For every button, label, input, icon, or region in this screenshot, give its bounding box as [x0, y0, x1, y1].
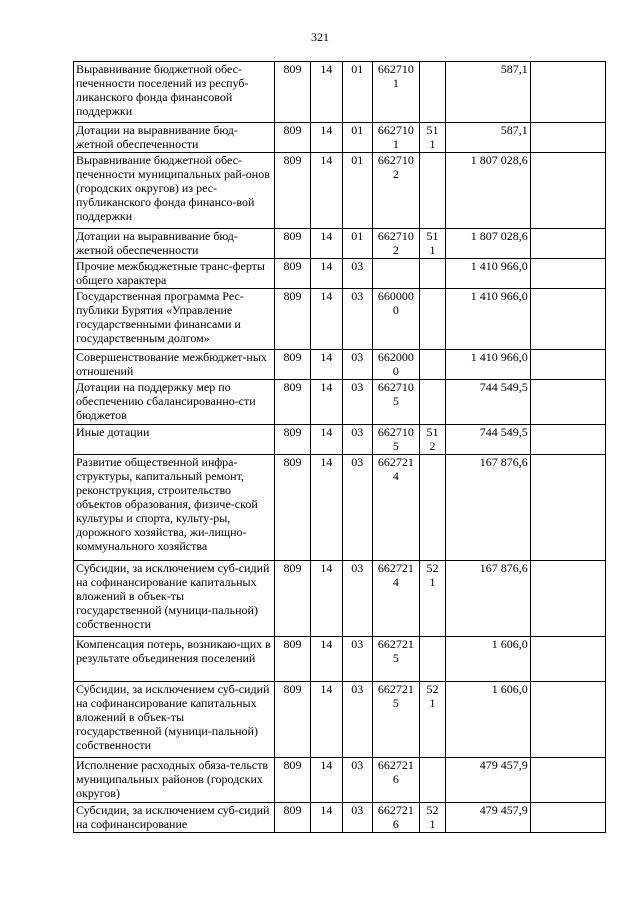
row-section-cell: 14 — [311, 682, 342, 758]
row-name-cell: Исполнение расходных обяза-тельств муниципальных районов (городских округов) — [74, 758, 275, 803]
row-target-article-cell: 662721 6 — [372, 803, 419, 833]
row-amount-cell: 1 410 966,0 — [446, 259, 531, 289]
table-row — [74, 803, 606, 833]
row-grbs-cell: 809 — [274, 637, 311, 682]
row-target-article-cell: 662721 5 — [372, 682, 419, 758]
row-grbs-cell: 809 — [274, 229, 311, 259]
table-row — [74, 289, 606, 350]
row-expense-type-cell — [419, 380, 445, 425]
row-amount-cell: 167 876,6 — [446, 561, 531, 637]
row-empty-cell — [530, 123, 605, 153]
row-section-cell: 14 — [311, 350, 342, 380]
table-row — [74, 153, 606, 229]
row-name-cell: Дотации на выравнивание бюд-жетной обеспеченности — [74, 229, 275, 259]
row-section-cell: 14 — [311, 259, 342, 289]
row-subsection-cell: 03 — [342, 259, 372, 289]
row-expense-type-cell — [419, 259, 445, 289]
row-target-article-cell: 662000 0 — [372, 350, 419, 380]
row-amount-cell: 1 410 966,0 — [446, 350, 531, 380]
row-target-article-cell: 662721 4 — [372, 455, 419, 561]
row-target-article-cell: 662721 6 — [372, 758, 419, 803]
row-section-cell: 14 — [311, 229, 342, 259]
row-section-cell: 14 — [311, 289, 342, 350]
row-amount-cell: 167 876,6 — [446, 455, 531, 561]
row-subsection-cell: 01 — [342, 153, 372, 229]
row-target-article-cell: 662721 4 — [372, 561, 419, 637]
row-name-cell: Выравнивание бюджетной обес-печенности поселений из респуб-ликанского фонда финансовой поддержки — [74, 62, 275, 123]
row-subsection-cell: 03 — [342, 425, 372, 455]
row-expense-type-cell — [419, 289, 445, 350]
table-row — [74, 229, 606, 259]
row-name-cell: Субсидии, за исключением суб-сидий на софинансирование — [74, 803, 275, 833]
row-amount-cell: 1 807 028,6 — [446, 229, 531, 259]
row-grbs-cell: 809 — [274, 455, 311, 561]
row-amount-cell: 1 606,0 — [446, 637, 531, 682]
row-subsection-cell: 03 — [342, 561, 372, 637]
row-expense-type-cell: 51 1 — [419, 123, 445, 153]
row-grbs-cell: 809 — [274, 123, 311, 153]
row-empty-cell — [530, 350, 605, 380]
row-section-cell: 14 — [311, 637, 342, 682]
row-grbs-cell: 809 — [274, 350, 311, 380]
row-grbs-cell: 809 — [274, 153, 311, 229]
row-subsection-cell: 03 — [342, 637, 372, 682]
table-row — [74, 682, 606, 758]
row-subsection-cell: 03 — [342, 455, 372, 561]
row-subsection-cell: 01 — [342, 62, 372, 123]
row-grbs-cell: 809 — [274, 62, 311, 123]
row-subsection-cell: 03 — [342, 682, 372, 758]
row-expense-type-cell: 51 2 — [419, 425, 445, 455]
row-section-cell: 14 — [311, 380, 342, 425]
table-row — [74, 758, 606, 803]
row-grbs-cell: 809 — [274, 803, 311, 833]
row-section-cell: 14 — [311, 123, 342, 153]
row-name-cell: Иные дотации — [74, 425, 275, 455]
row-section-cell: 14 — [311, 455, 342, 561]
row-amount-cell: 479 457,9 — [446, 803, 531, 833]
row-amount-cell: 587,1 — [446, 123, 531, 153]
row-name-cell: Субсидии, за исключением суб-сидий на софинансирование капитальных вложений в объек-ты государственной (муници-пальной) собственности — [74, 682, 275, 758]
row-grbs-cell: 809 — [274, 289, 311, 350]
row-name-cell: Компенсация потерь, возникаю-щих в результате объединения поселений — [74, 637, 275, 682]
row-empty-cell — [530, 380, 605, 425]
table-row — [74, 425, 606, 455]
row-empty-cell — [530, 803, 605, 833]
row-expense-type-cell: 52 1 — [419, 803, 445, 833]
row-subsection-cell: 03 — [342, 380, 372, 425]
row-empty-cell — [530, 455, 605, 561]
row-target-article-cell: 662710 2 — [372, 153, 419, 229]
row-empty-cell — [530, 259, 605, 289]
row-empty-cell — [530, 153, 605, 229]
row-empty-cell — [530, 758, 605, 803]
row-subsection-cell: 03 — [342, 758, 372, 803]
row-section-cell: 14 — [311, 153, 342, 229]
row-name-cell: Государственная программа Рес-публики Бурятия «Управление государственными финансами и государственным долгом» — [74, 289, 275, 350]
table-row — [74, 637, 606, 682]
table-row — [74, 259, 606, 289]
row-expense-type-cell — [419, 758, 445, 803]
row-target-article-cell — [372, 259, 419, 289]
row-name-cell: Дотации на выравнивание бюд-жетной обеспеченности — [74, 123, 275, 153]
row-target-article-cell: 662710 5 — [372, 380, 419, 425]
row-amount-cell: 1 410 966,0 — [446, 289, 531, 350]
row-section-cell: 14 — [311, 803, 342, 833]
budget-table — [73, 61, 606, 833]
row-empty-cell — [530, 289, 605, 350]
row-empty-cell — [530, 637, 605, 682]
row-name-cell: Развитие общественной инфра-структуры, капитальный ремонт, реконструкция, строительство объектов образования, физиче-ской культуры и спорта, культу-ры, дорожного хозяйства, жи-лищно-коммунального хозяйства — [74, 455, 275, 561]
row-grbs-cell: 809 — [274, 561, 311, 637]
row-empty-cell — [530, 229, 605, 259]
row-empty-cell — [530, 62, 605, 123]
row-grbs-cell: 809 — [274, 425, 311, 455]
table-row — [74, 561, 606, 637]
row-expense-type-cell — [419, 455, 445, 561]
row-subsection-cell: 03 — [342, 350, 372, 380]
table-row — [74, 350, 606, 380]
row-target-article-cell: 662721 5 — [372, 637, 419, 682]
row-name-cell: Дотации на поддержку мер по обеспечению сбалансированно-сти бюджетов — [74, 380, 275, 425]
row-section-cell: 14 — [311, 62, 342, 123]
table-row — [74, 123, 606, 153]
row-name-cell: Совершенствование межбюджет-ных отношений — [74, 350, 275, 380]
row-expense-type-cell: 51 1 — [419, 229, 445, 259]
row-amount-cell: 1 606,0 — [446, 682, 531, 758]
row-name-cell: Субсидии, за исключением суб-сидий на софинансирование капитальных вложений в объек-ты государственной (муници-пальной) собственности — [74, 561, 275, 637]
row-expense-type-cell — [419, 153, 445, 229]
row-grbs-cell: 809 — [274, 259, 311, 289]
row-amount-cell: 744 549,5 — [446, 425, 531, 455]
row-grbs-cell: 809 — [274, 682, 311, 758]
row-expense-type-cell — [419, 62, 445, 123]
row-target-article-cell: 662710 1 — [372, 123, 419, 153]
table-row — [74, 62, 606, 123]
row-expense-type-cell: 52 1 — [419, 561, 445, 637]
row-expense-type-cell — [419, 350, 445, 380]
row-empty-cell — [530, 682, 605, 758]
row-subsection-cell: 01 — [342, 123, 372, 153]
row-section-cell: 14 — [311, 561, 342, 637]
row-subsection-cell: 03 — [342, 803, 372, 833]
row-name-cell: Выравнивание бюджетной обес-печенности муниципальных рай-онов (городских округов) из рес-публиканского фонда финансо-вой поддержки — [74, 153, 275, 229]
row-grbs-cell: 809 — [274, 758, 311, 803]
row-target-article-cell: 662710 1 — [372, 62, 419, 123]
page-number: 321 — [311, 30, 329, 44]
row-target-article-cell: 660000 0 — [372, 289, 419, 350]
row-amount-cell: 587,1 — [446, 62, 531, 123]
row-amount-cell: 479 457,9 — [446, 758, 531, 803]
row-target-article-cell: 662710 2 — [372, 229, 419, 259]
row-section-cell: 14 — [311, 425, 342, 455]
row-subsection-cell: 01 — [342, 229, 372, 259]
table-row — [74, 380, 606, 425]
row-expense-type-cell: 52 1 — [419, 682, 445, 758]
row-amount-cell: 1 807 028,6 — [446, 153, 531, 229]
table-row — [74, 455, 606, 561]
budget-table-body — [74, 62, 606, 833]
row-section-cell: 14 — [311, 758, 342, 803]
row-grbs-cell: 809 — [274, 380, 311, 425]
row-empty-cell — [530, 561, 605, 637]
row-subsection-cell: 03 — [342, 289, 372, 350]
row-target-article-cell: 662710 5 — [372, 425, 419, 455]
row-empty-cell — [530, 425, 605, 455]
row-amount-cell: 744 549,5 — [446, 380, 531, 425]
row-name-cell: Прочие межбюджетные транс-ферты общего характера — [74, 259, 275, 289]
row-expense-type-cell — [419, 637, 445, 682]
